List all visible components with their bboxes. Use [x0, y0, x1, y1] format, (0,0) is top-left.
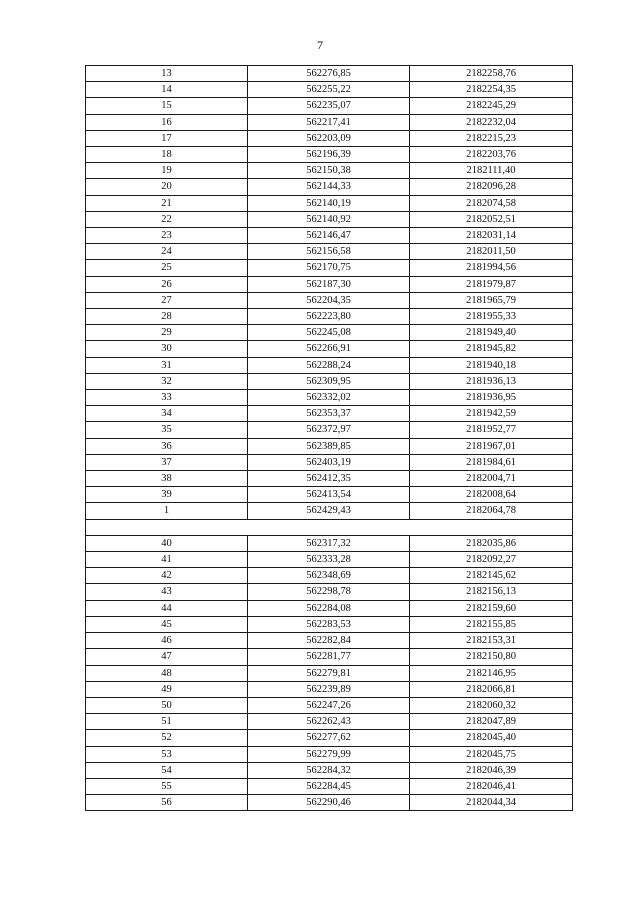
table-row [86, 260, 573, 276]
point-number-cell: 38 [86, 471, 248, 487]
point-number-cell: 36 [86, 438, 248, 454]
point-number-cell: 54 [86, 762, 248, 778]
point-number-cell: 22 [86, 211, 248, 227]
x-coordinate-cell: 562277,62 [248, 730, 410, 746]
x-coordinate-cell: 562389,85 [248, 438, 410, 454]
page-number: 7 [317, 38, 323, 52]
y-coordinate-cell: 2182045,75 [410, 746, 573, 762]
y-coordinate-cell: 2182046,41 [410, 778, 573, 794]
coordinates-table-body [86, 66, 573, 811]
table-row [86, 390, 573, 406]
point-number-cell: 47 [86, 649, 248, 665]
point-number-cell: 34 [86, 406, 248, 422]
table-row [86, 357, 573, 373]
y-coordinate-cell: 2182092,27 [410, 552, 573, 568]
coordinates-table [85, 65, 573, 811]
point-number-cell: 46 [86, 633, 248, 649]
x-coordinate-cell: 562309,95 [248, 373, 410, 389]
y-coordinate-cell: 2181942,59 [410, 406, 573, 422]
point-number-cell: 24 [86, 244, 248, 260]
x-coordinate-cell: 562317,32 [248, 535, 410, 551]
point-number-cell: 31 [86, 357, 248, 373]
x-coordinate-cell: 562279,99 [248, 746, 410, 762]
x-coordinate-cell: 562290,46 [248, 795, 410, 811]
table-row [86, 568, 573, 584]
point-number-cell: 26 [86, 276, 248, 292]
y-coordinate-cell: 2182046,39 [410, 762, 573, 778]
y-coordinate-cell: 2182258,76 [410, 66, 573, 82]
table-row [86, 130, 573, 146]
y-coordinate-cell: 2182215,23 [410, 130, 573, 146]
x-coordinate-cell: 562223,80 [248, 309, 410, 325]
point-number-cell: 15 [86, 98, 248, 114]
y-coordinate-cell: 2181955,33 [410, 309, 573, 325]
point-number-cell: 17 [86, 130, 248, 146]
point-number-cell: 55 [86, 778, 248, 794]
table-row [86, 665, 573, 681]
point-number-cell: 16 [86, 114, 248, 130]
y-coordinate-cell: 2182064,78 [410, 503, 573, 519]
x-coordinate-cell: 562353,37 [248, 406, 410, 422]
x-coordinate-cell: 562247,26 [248, 697, 410, 713]
x-coordinate-cell: 562144,33 [248, 179, 410, 195]
point-number-cell: 18 [86, 147, 248, 163]
x-coordinate-cell: 562284,32 [248, 762, 410, 778]
table-row [86, 714, 573, 730]
point-number-cell: 42 [86, 568, 248, 584]
x-coordinate-cell: 562266,91 [248, 341, 410, 357]
x-coordinate-cell: 562245,08 [248, 325, 410, 341]
y-coordinate-cell: 2181952,77 [410, 422, 573, 438]
y-coordinate-cell: 2182008,64 [410, 487, 573, 503]
y-coordinate-cell: 2182111,40 [410, 163, 573, 179]
table-row [86, 341, 573, 357]
table-row [86, 438, 573, 454]
x-coordinate-cell: 562412,35 [248, 471, 410, 487]
y-coordinate-cell: 2181967,01 [410, 438, 573, 454]
y-coordinate-cell: 2182044,34 [410, 795, 573, 811]
point-number-cell: 25 [86, 260, 248, 276]
x-coordinate-cell: 562333,28 [248, 552, 410, 568]
y-coordinate-cell: 2182150,80 [410, 649, 573, 665]
y-coordinate-cell: 2182096,28 [410, 179, 573, 195]
table-row [86, 600, 573, 616]
x-coordinate-cell: 562403,19 [248, 454, 410, 470]
point-number-cell: 44 [86, 600, 248, 616]
y-coordinate-cell: 2182156,13 [410, 584, 573, 600]
table-row [86, 373, 573, 389]
point-number-cell: 1 [86, 503, 248, 519]
y-coordinate-cell: 2181949,40 [410, 325, 573, 341]
point-number-cell: 13 [86, 66, 248, 82]
table-row [86, 292, 573, 308]
x-coordinate-cell: 562262,43 [248, 714, 410, 730]
y-coordinate-cell: 2182145,62 [410, 568, 573, 584]
y-coordinate-cell: 2182203,76 [410, 147, 573, 163]
y-coordinate-cell: 2182011,50 [410, 244, 573, 260]
y-coordinate-cell: 2182155,85 [410, 616, 573, 632]
point-number-cell: 19 [86, 163, 248, 179]
table-row [86, 503, 573, 519]
y-coordinate-cell: 2182066,81 [410, 681, 573, 697]
x-coordinate-cell: 562203,09 [248, 130, 410, 146]
x-coordinate-cell: 562140,92 [248, 211, 410, 227]
x-coordinate-cell: 562156,58 [248, 244, 410, 260]
point-number-cell: 52 [86, 730, 248, 746]
table-row [86, 487, 573, 503]
table-row [86, 616, 573, 632]
table-row [86, 244, 573, 260]
table-row [86, 228, 573, 244]
point-number-cell: 56 [86, 795, 248, 811]
y-coordinate-cell: 2181940,18 [410, 357, 573, 373]
y-coordinate-cell: 2182004,71 [410, 471, 573, 487]
point-number-cell: 49 [86, 681, 248, 697]
x-coordinate-cell: 562140,19 [248, 195, 410, 211]
point-number-cell: 37 [86, 454, 248, 470]
table-row [86, 762, 573, 778]
point-number-cell: 30 [86, 341, 248, 357]
y-coordinate-cell: 2181979,87 [410, 276, 573, 292]
point-number-cell: 29 [86, 325, 248, 341]
point-number-cell: 35 [86, 422, 248, 438]
y-coordinate-cell: 2181945,82 [410, 341, 573, 357]
x-coordinate-cell: 562276,85 [248, 66, 410, 82]
table-row [86, 406, 573, 422]
table-row [86, 195, 573, 211]
x-coordinate-cell: 562217,41 [248, 114, 410, 130]
y-coordinate-cell: 2181965,79 [410, 292, 573, 308]
y-coordinate-cell: 2182245,29 [410, 98, 573, 114]
table-row [86, 98, 573, 114]
point-number-cell: 28 [86, 309, 248, 325]
y-coordinate-cell: 2182232,04 [410, 114, 573, 130]
x-coordinate-cell: 562239,89 [248, 681, 410, 697]
x-coordinate-cell: 562429,43 [248, 503, 410, 519]
point-number-cell: 32 [86, 373, 248, 389]
table-row [86, 730, 573, 746]
y-coordinate-cell: 2181984,61 [410, 454, 573, 470]
y-coordinate-cell: 2181936,13 [410, 373, 573, 389]
y-coordinate-cell: 2182031,14 [410, 228, 573, 244]
point-number-cell: 45 [86, 616, 248, 632]
point-number-cell: 48 [86, 665, 248, 681]
x-coordinate-cell: 562284,45 [248, 778, 410, 794]
table-row [86, 649, 573, 665]
point-number-cell: 50 [86, 697, 248, 713]
x-coordinate-cell: 562281,77 [248, 649, 410, 665]
x-coordinate-cell: 562283,53 [248, 616, 410, 632]
x-coordinate-cell: 562150,38 [248, 163, 410, 179]
table-row [86, 633, 573, 649]
y-coordinate-cell: 2182153,31 [410, 633, 573, 649]
table-row [86, 795, 573, 811]
x-coordinate-cell: 562348,69 [248, 568, 410, 584]
y-coordinate-cell: 2181936,95 [410, 390, 573, 406]
table-row [86, 697, 573, 713]
y-coordinate-cell: 2182047,89 [410, 714, 573, 730]
point-number-cell: 43 [86, 584, 248, 600]
x-coordinate-cell: 562146,47 [248, 228, 410, 244]
x-coordinate-cell: 562298,78 [248, 584, 410, 600]
table-row [86, 114, 573, 130]
x-coordinate-cell: 562196,39 [248, 147, 410, 163]
table-row [86, 535, 573, 551]
table-row [86, 454, 573, 470]
table-row [86, 276, 573, 292]
y-coordinate-cell: 2182254,35 [410, 82, 573, 98]
point-number-cell: 21 [86, 195, 248, 211]
y-coordinate-cell: 2182159,60 [410, 600, 573, 616]
y-coordinate-cell: 2182146,95 [410, 665, 573, 681]
x-coordinate-cell: 562187,30 [248, 276, 410, 292]
table-row [86, 471, 573, 487]
x-coordinate-cell: 562282,84 [248, 633, 410, 649]
x-coordinate-cell: 562204,35 [248, 292, 410, 308]
table-row [86, 552, 573, 568]
x-coordinate-cell: 562255,22 [248, 82, 410, 98]
x-coordinate-cell: 562284,08 [248, 600, 410, 616]
table-row [86, 82, 573, 98]
table-row [86, 211, 573, 227]
table-row [86, 179, 573, 195]
y-coordinate-cell: 2181994,56 [410, 260, 573, 276]
x-coordinate-cell: 562413,54 [248, 487, 410, 503]
table-row [86, 746, 573, 762]
point-number-cell: 53 [86, 746, 248, 762]
y-coordinate-cell: 2182074,58 [410, 195, 573, 211]
table-row [86, 66, 573, 82]
y-coordinate-cell: 2182045,40 [410, 730, 573, 746]
y-coordinate-cell: 2182035,86 [410, 535, 573, 551]
point-number-cell: 39 [86, 487, 248, 503]
x-coordinate-cell: 562279,81 [248, 665, 410, 681]
table-row [86, 147, 573, 163]
point-number-cell: 23 [86, 228, 248, 244]
table-row [86, 325, 573, 341]
table-row [86, 422, 573, 438]
table-row [86, 163, 573, 179]
point-number-cell: 14 [86, 82, 248, 98]
point-number-cell: 51 [86, 714, 248, 730]
x-coordinate-cell: 562372,97 [248, 422, 410, 438]
table-separator-row [86, 519, 573, 535]
table-row [86, 778, 573, 794]
y-coordinate-cell: 2182060,32 [410, 697, 573, 713]
y-coordinate-cell: 2182052,51 [410, 211, 573, 227]
point-number-cell: 40 [86, 535, 248, 551]
point-number-cell: 33 [86, 390, 248, 406]
point-number-cell: 41 [86, 552, 248, 568]
x-coordinate-cell: 562170,75 [248, 260, 410, 276]
table-row [86, 309, 573, 325]
point-number-cell: 20 [86, 179, 248, 195]
x-coordinate-cell: 562332,02 [248, 390, 410, 406]
x-coordinate-cell: 562288,24 [248, 357, 410, 373]
table-row [86, 681, 573, 697]
x-coordinate-cell: 562235,07 [248, 98, 410, 114]
separator-cell [86, 519, 573, 535]
point-number-cell: 27 [86, 292, 248, 308]
table-row [86, 584, 573, 600]
